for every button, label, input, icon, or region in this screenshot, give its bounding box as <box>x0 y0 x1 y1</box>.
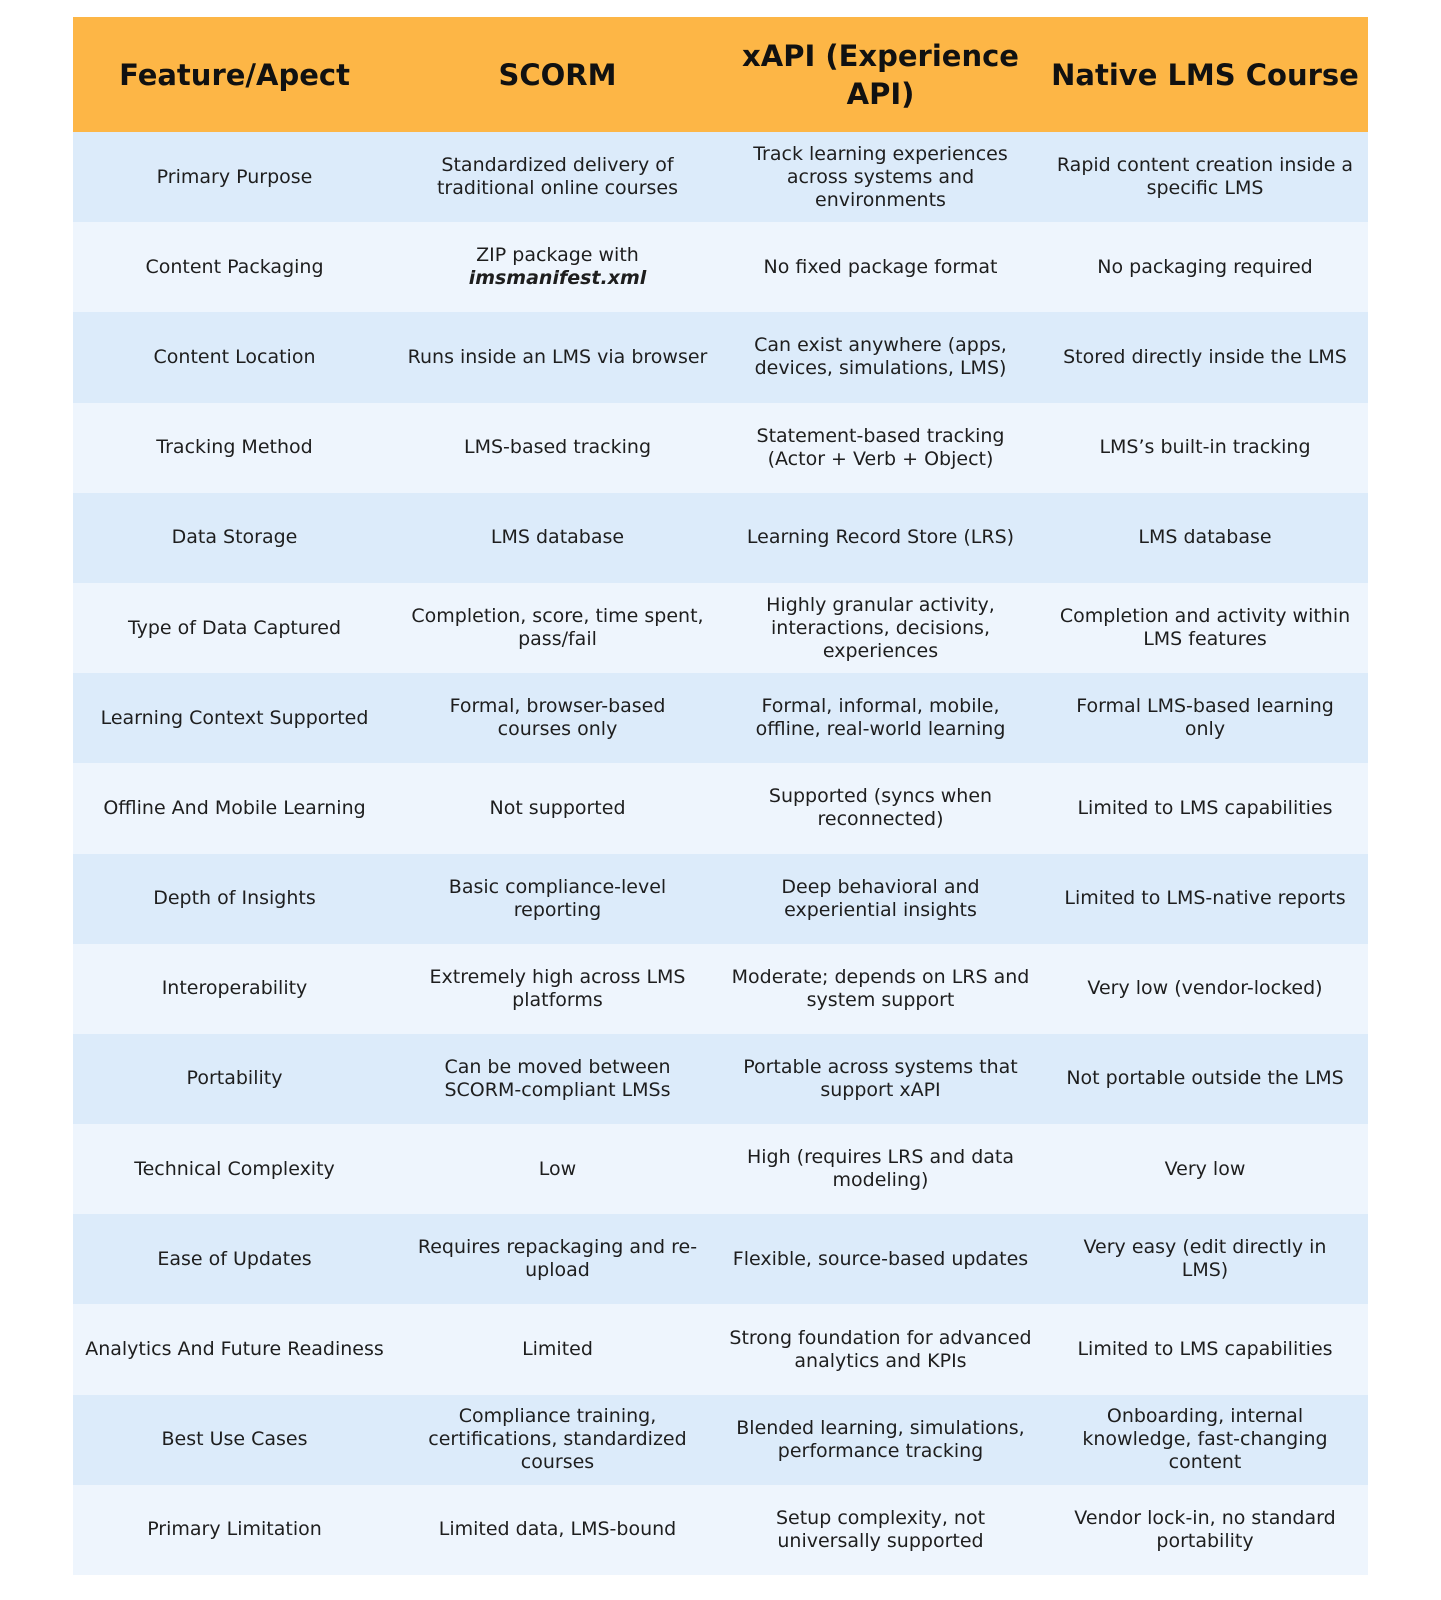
scorm-value: ZIP package with <box>476 244 639 267</box>
aspect-label: Offline And Mobile Learning <box>103 796 366 819</box>
table-row <box>73 1034 1368 1124</box>
aspect-label: Portability <box>186 1067 283 1090</box>
scorm-value: Completion, score, time spent, pass/fail <box>411 605 704 651</box>
scorm-value: Limited <box>522 1338 593 1361</box>
xapi-cell <box>719 1034 1042 1124</box>
aspect-cell <box>73 1395 396 1485</box>
xapi-cell <box>719 493 1042 583</box>
xapi-cell <box>719 583 1042 673</box>
native-value: Stored directly inside the LMS <box>1063 345 1347 368</box>
aspect-cell <box>73 583 396 673</box>
aspect-cell <box>73 132 396 222</box>
xapi-cell <box>719 673 1042 763</box>
table-row <box>73 944 1368 1034</box>
xapi-value: Setup complexity, not universally supported <box>775 1506 986 1552</box>
table-row <box>73 583 1368 673</box>
scorm-cell <box>396 1485 719 1575</box>
native-cell <box>1042 673 1368 763</box>
xapi-cell <box>719 1124 1042 1214</box>
scorm-value: Compliance training, certifications, standardized courses <box>428 1405 687 1474</box>
xapi-value: Blended learning, simulations, performance tracking <box>736 1416 1025 1462</box>
xapi-value: Flexible, source-based updates <box>732 1247 1029 1270</box>
aspect-cell <box>73 222 396 312</box>
xapi-cell <box>719 222 1042 312</box>
native-cell <box>1042 222 1368 312</box>
native-value: Rapid content creation inside a specific LMS <box>1056 154 1354 200</box>
xapi-value: Learning Record Store (LRS) <box>746 526 1015 549</box>
aspect-cell <box>73 1214 396 1304</box>
native-cell <box>1042 403 1368 493</box>
aspect-label: Depth of Insights <box>153 887 316 910</box>
header-native <box>1042 17 1368 132</box>
aspect-label: Primary Limitation <box>147 1518 322 1541</box>
native-cell <box>1042 1214 1368 1304</box>
xapi-value: Moderate; depends on LRS and system support <box>731 965 1030 1011</box>
table-body <box>73 132 1368 1575</box>
scorm-value: Standardized delivery of traditional online courses <box>436 154 678 200</box>
native-cell <box>1042 854 1368 944</box>
xapi-cell <box>719 403 1042 493</box>
aspect-cell <box>73 763 396 853</box>
xapi-cell <box>719 1485 1042 1575</box>
aspect-label: Ease of Updates <box>157 1247 312 1270</box>
aspect-label: Tracking Method <box>156 436 313 459</box>
native-cell <box>1042 583 1368 673</box>
header-xapi <box>719 17 1042 132</box>
native-cell <box>1042 493 1368 583</box>
scorm-cell <box>396 854 719 944</box>
aspect-cell <box>73 1034 396 1124</box>
xapi-cell <box>719 1395 1042 1485</box>
header-scorm-label: SCORM <box>498 57 617 92</box>
native-value: Very low <box>1164 1157 1246 1180</box>
native-value: Very easy (edit directly in LMS) <box>1083 1236 1327 1282</box>
table-row <box>73 222 1368 312</box>
scorm-value: Runs inside an LMS via browser <box>407 345 708 368</box>
xapi-value: High (requires LRS and data modeling) <box>746 1146 1015 1192</box>
scorm-cell <box>396 1395 719 1485</box>
comparison-table <box>73 17 1368 1575</box>
xapi-cell <box>719 1214 1042 1304</box>
scorm-cell <box>396 944 719 1034</box>
native-value: Limited to LMS capabilities <box>1077 1338 1333 1361</box>
aspect-label: Primary Purpose <box>156 165 313 188</box>
table-row <box>73 312 1368 402</box>
aspect-label: Analytics And Future Readiness <box>85 1338 384 1361</box>
scorm-value: Formal, browser-based courses only <box>449 695 666 741</box>
scorm-cell <box>396 1034 719 1124</box>
aspect-label: Content Packaging <box>145 255 324 278</box>
scorm-value: Low <box>538 1157 577 1180</box>
header-feature-label: Feature/Apect <box>119 57 350 92</box>
aspect-cell <box>73 673 396 763</box>
aspect-cell <box>73 854 396 944</box>
table-row <box>73 1395 1368 1485</box>
scorm-cell <box>396 583 719 673</box>
native-cell <box>1042 763 1368 853</box>
xapi-value: Deep behavioral and experiential insights <box>781 875 980 921</box>
xapi-value: Can exist anywhere (apps, devices, simulations, LMS) <box>754 334 1007 380</box>
aspect-label: Interoperability <box>161 977 308 1000</box>
table-header <box>73 17 1368 132</box>
xapi-value: Strong foundation for advanced analytics and KPIs <box>729 1326 1032 1372</box>
native-cell <box>1042 132 1368 222</box>
scorm-cell <box>396 763 719 853</box>
xapi-cell <box>719 132 1042 222</box>
native-value: Completion and activity within LMS features <box>1059 605 1351 651</box>
native-value: LMS’s built-in tracking <box>1099 436 1311 459</box>
native-value: Onboarding, internal knowledge, fast-changing content <box>1082 1405 1328 1474</box>
aspect-cell <box>73 1304 396 1394</box>
scorm-value: Requires repackaging and re-upload <box>417 1236 698 1282</box>
table-row <box>73 403 1368 493</box>
header-scorm <box>396 17 719 132</box>
aspect-cell <box>73 944 396 1034</box>
scorm-cell <box>396 222 719 312</box>
xapi-value: Highly granular activity, interactions, decisions, experiences <box>766 593 995 662</box>
xapi-cell <box>719 763 1042 853</box>
scorm-cell <box>396 403 719 493</box>
scorm-value: LMS-based tracking <box>463 436 652 459</box>
header-native-label: Native LMS Course <box>1051 57 1359 92</box>
xapi-value: Formal, informal, mobile, offline, real-world learning <box>755 695 1006 741</box>
xapi-cell <box>719 1304 1042 1394</box>
native-value: Limited to LMS capabilities <box>1077 796 1333 819</box>
table-row <box>73 132 1368 222</box>
xapi-value: Supported (syncs when reconnected) <box>768 785 993 831</box>
table-row <box>73 673 1368 763</box>
table-row <box>73 493 1368 583</box>
native-cell <box>1042 1034 1368 1124</box>
native-value: No packaging required <box>1097 255 1313 278</box>
native-cell <box>1042 312 1368 402</box>
aspect-label: Best Use Cases <box>161 1428 308 1451</box>
scorm-cell <box>396 132 719 222</box>
scorm-cell <box>396 312 719 402</box>
scorm-cell <box>396 673 719 763</box>
aspect-label: Content Location <box>153 345 316 368</box>
aspect-label: Type of Data Captured <box>127 616 342 639</box>
native-value: Formal LMS-based learning only <box>1076 695 1334 741</box>
table-row <box>73 1124 1368 1214</box>
scorm-value: Can be moved between SCORM-compliant LMSs <box>444 1055 671 1101</box>
header-feature <box>73 17 396 132</box>
scorm-value-wrap <box>469 244 647 290</box>
xapi-value: Statement-based tracking (Actor + Verb + Object) <box>756 424 1005 470</box>
table-row <box>73 763 1368 853</box>
scorm-cell <box>396 1124 719 1214</box>
scorm-cell <box>396 493 719 583</box>
native-value: Not portable outside the LMS <box>1066 1067 1344 1090</box>
scorm-value: Basic compliance-level reporting <box>448 875 667 921</box>
xapi-value: No fixed package format <box>763 255 998 278</box>
native-cell <box>1042 1304 1368 1394</box>
native-cell <box>1042 944 1368 1034</box>
aspect-label: Learning Context Supported <box>100 706 369 729</box>
native-cell <box>1042 1124 1368 1214</box>
scorm-value-filename: imsmanifest.xml <box>468 267 647 290</box>
aspect-label: Technical Complexity <box>134 1157 335 1180</box>
aspect-cell <box>73 312 396 402</box>
native-cell <box>1042 1395 1368 1485</box>
native-value: Vendor lock-in, no standard portability <box>1074 1506 1336 1552</box>
scorm-value: LMS database <box>490 526 625 549</box>
table-row <box>73 854 1368 944</box>
table-row <box>73 1485 1368 1575</box>
aspect-cell <box>73 1485 396 1575</box>
scorm-value: Not supported <box>489 796 626 819</box>
xapi-value: Portable across systems that support xAPI <box>743 1055 1018 1101</box>
scorm-cell <box>396 1214 719 1304</box>
scorm-cell <box>396 1304 719 1394</box>
xapi-cell <box>719 312 1042 402</box>
scorm-value: Extremely high across LMS platforms <box>429 965 686 1011</box>
aspect-cell <box>73 403 396 493</box>
aspect-cell <box>73 1124 396 1214</box>
native-value: Limited to LMS-native reports <box>1064 887 1346 910</box>
aspect-cell <box>73 493 396 583</box>
table-row <box>73 1304 1368 1394</box>
native-cell <box>1042 1485 1368 1575</box>
native-value: Very low (vendor-locked) <box>1087 977 1323 1000</box>
scorm-value: Limited data, LMS-bound <box>438 1518 677 1541</box>
xapi-cell <box>719 944 1042 1034</box>
xapi-cell <box>719 854 1042 944</box>
xapi-value: Track learning experiences across systems and environments <box>753 142 1008 211</box>
aspect-label: Data Storage <box>171 526 298 549</box>
native-value: LMS database <box>1138 526 1272 549</box>
header-xapi-label: xAPI (Experience API) <box>742 38 1019 111</box>
table-row <box>73 1214 1368 1304</box>
